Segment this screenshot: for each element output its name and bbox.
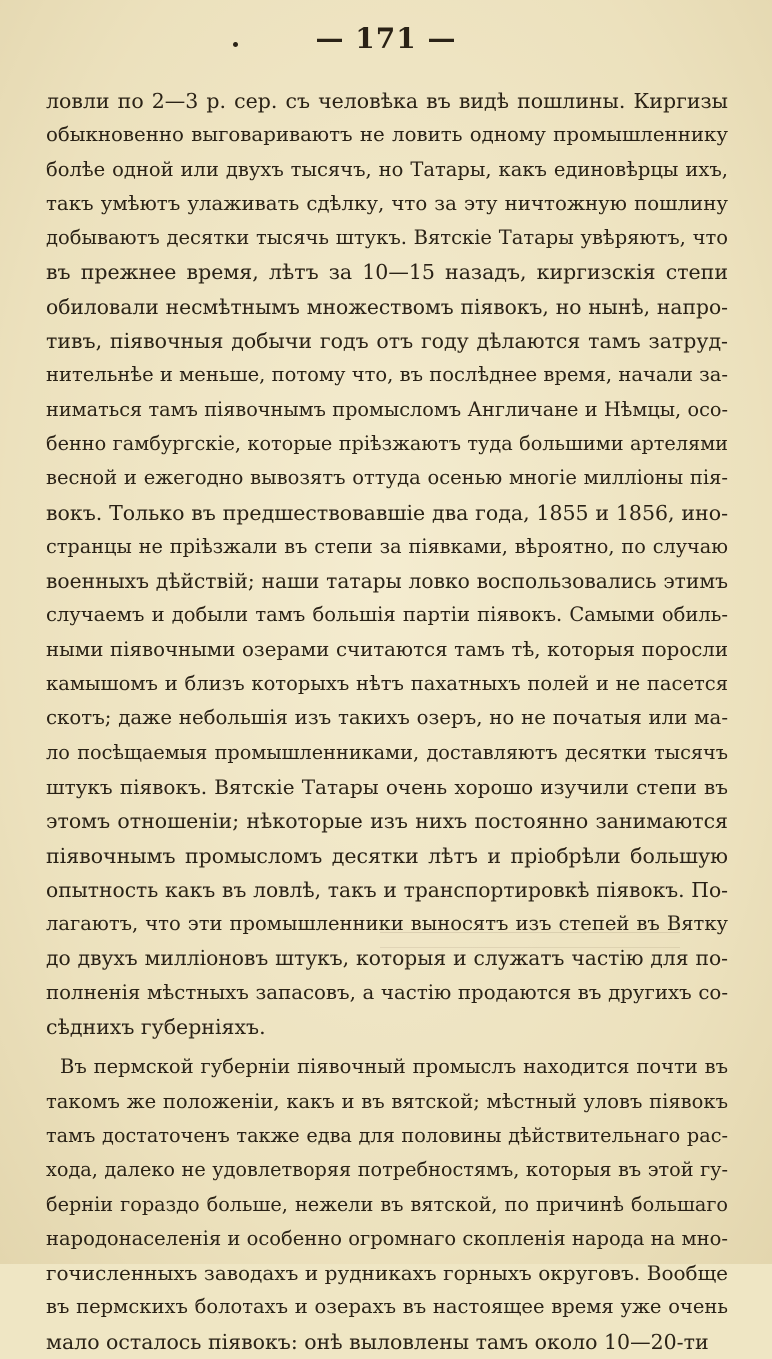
- text-line: гочисленныхъ заводахъ и рудникахъ горныхъ округовъ. Вообще: [46, 1261, 728, 1286]
- text-line: до двухъ миллiоновъ штукъ, которыя и служатъ частiю для по-: [46, 946, 728, 971]
- paragraph: [46, 1050, 728, 1359]
- text-line: штукъ пiявокъ. Вятскiе Татары очень хорошо изучили степи въ: [46, 774, 728, 799]
- text-line: пiявочнымъ промысломъ десятки лѣтъ и прiобрѣли большую: [46, 843, 728, 868]
- text-line: ловли по 2—3 р. сер. съ человѣка въ видѣ пошлины. Киргизы: [46, 89, 728, 113]
- text-line: этомъ отношенiи; нѣкоторые изъ нихъ постоянно занимаются: [46, 809, 728, 834]
- paragraph: [46, 84, 728, 1044]
- text-line: мало осталось пiявокъ: онѣ выловлены тамъ около 10—20-ти: [46, 1329, 709, 1354]
- text-line: Въ пермской губернiи пiявочный промыслъ находится почти въ: [60, 1055, 728, 1079]
- text-line: бернiи гораздо больше, нежели въ вятской, по причинѣ большаго: [46, 1192, 728, 1216]
- text-line: болѣе одной или двухъ тысячъ, но Татары, какъ единовѣрцы ихъ,: [46, 157, 728, 181]
- header-dot: [233, 42, 238, 47]
- text-line: нительнѣе и меньше, потому что, въ послѣднее время, начали за-: [46, 363, 728, 387]
- text-line: въ пермскихъ болотахъ и озерахъ въ настоящее время уже очень: [46, 1295, 728, 1319]
- text-line: опытность какъ въ ловлѣ, такъ и транспортировкѣ пiявокъ. По-: [46, 877, 728, 902]
- text-line: полненiя мѣстныхъ запасовъ, а частiю продаются въ другихъ со-: [46, 980, 728, 1004]
- text-line: весной и ежегодно вывозятъ оттуда осенью многiе миллiоны пiя-: [46, 466, 728, 490]
- text-line: ло посѣщаемыя промышленниками, доставляютъ десятки тысячъ: [46, 740, 728, 764]
- text-line: обиловали несмѣтнымъ множествомъ пiявокъ, но нынѣ, напро-: [46, 294, 728, 319]
- text-line: камышомъ и близъ которыхъ нѣтъ пахатныхъ полей и не пасется: [46, 672, 728, 696]
- text-line: лагаютъ, что эти промышленники выносятъ изъ степей въ Вятку: [46, 912, 728, 936]
- text-line: военныхъ дѣйствiй; наши татары ловко воспользовались этимъ: [46, 569, 728, 594]
- text-line: такомъ же положенiи, какъ и въ вятской; мѣстный уловъ пiявокъ: [46, 1089, 728, 1113]
- text-line: тамъ достаточенъ также едва для половины дѣйствительнаго рас-: [46, 1123, 728, 1147]
- text-line: обыкновенно выговариваютъ не ловить одному промышленнику: [46, 123, 728, 147]
- body-text: [46, 84, 728, 1359]
- text-line: тивъ, пiявочныя добычи годъ отъ году дѣлаются тамъ затруд-: [46, 329, 728, 354]
- text-line: ниматься тамъ пiявочнымъ промысломъ Англичане и Нѣмцы, осо-: [46, 397, 728, 421]
- text-line: народонаселенiя и особенно огромнаго скопленiя народа на мно-: [46, 1226, 728, 1250]
- text-line: случаемъ и добыли тамъ большiя партiи пiявокъ. Самыми обиль-: [46, 603, 728, 627]
- page-number: [0, 22, 772, 55]
- text-line: вокъ. Только въ предшествовавшiе два года, 1855 и 1856, ино-: [46, 500, 728, 525]
- text-line: сѣднихъ губернiяхъ.: [46, 1015, 266, 1040]
- text-line: скотъ; даже небольшiя изъ такихъ озеръ, но не початыя или ма-: [46, 706, 728, 730]
- text-line: странцы не прiѣзжали въ степи за пiявками, вѣроятно, по случаю: [46, 534, 728, 558]
- text-line: такъ умѣютъ улаживать сдѣлку, что за эту ничтожную пошлину: [46, 191, 728, 215]
- text-line: добываютъ десятки тысячь штукъ. Вятскiе Татары увѣряютъ, что: [46, 226, 728, 250]
- text-line: въ прежнее время, лѣтъ за 10—15 назадъ, киргизскiя степи: [46, 260, 728, 285]
- page-number-text: — 171 —: [315, 22, 457, 55]
- text-line: ными пiявочными озерами считаются тамъ тѣ, которыя поросли: [46, 637, 728, 661]
- text-line: бенно гамбургскiе, которые прiѣзжаютъ туда большими артелями: [46, 431, 728, 455]
- text-line: хода, далеко не удовлетворяя потребностямъ, которыя въ этой гу-: [46, 1158, 728, 1182]
